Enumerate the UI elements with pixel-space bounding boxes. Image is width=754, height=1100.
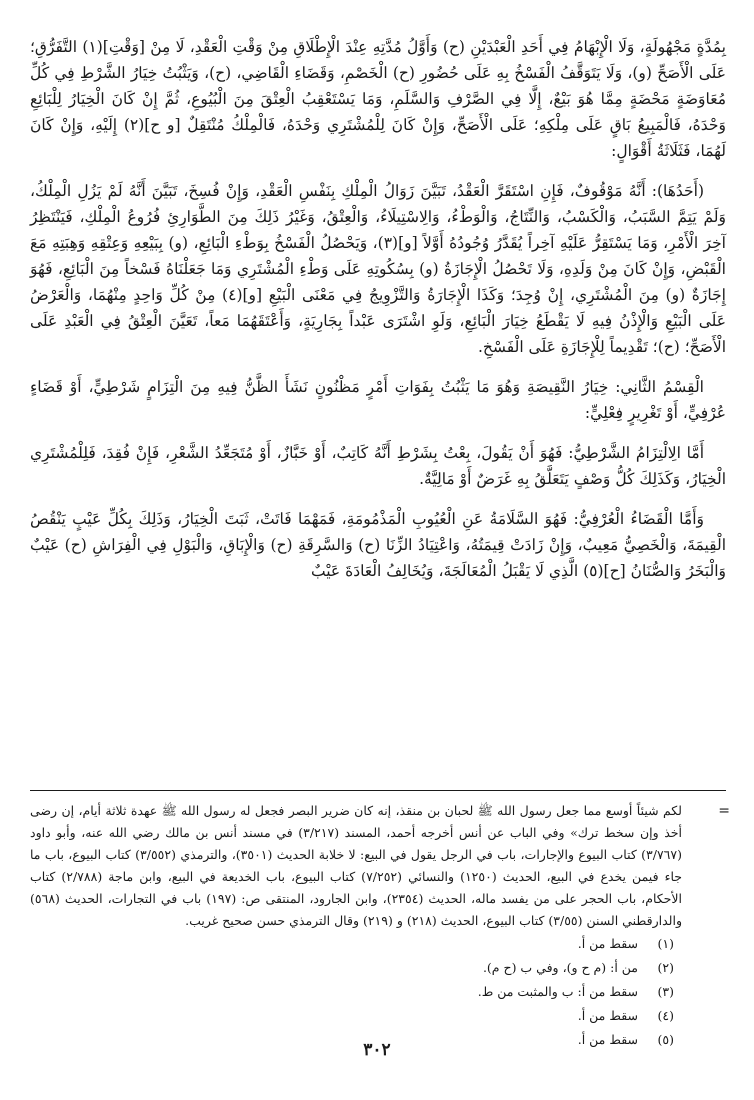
footnote-text: سقط من أ. <box>577 1008 638 1023</box>
footnote-number: (٣) <box>657 984 674 999</box>
footnote-text: سقط من أ. <box>577 1032 638 1047</box>
footnote-text: سقط من أ: ب والمثبت من ط. <box>477 984 638 999</box>
paragraph-2: (أَحَدُهَا): أَنَّهُ مَوْقُوفٌ، فَإِنِ اسْتَقَرَّ الْعَقْدُ، تَبَيَّنَ زَوَالُ الْمِلْكِ بِنَفْسِ الْعَقْدِ، وَإِنْ فُسِخَ، تَبَيَّنَ أَنَّهُ لَمْ يَزُلِ الْمِلْكُ، وَلَمْ يَتِمَّ السَّبَبُ، وَالْكَسْبُ، وَالنِّتَاجُ، وَالْوَطْءُ، وَالِاسْتِيلَاءُ، وَالْعِتْقُ، وَغَيْرُ ذَلِكَ مِنَ الطَّوَارِئِ فُرُوعُ الْمِلْكِ، فَيَنْتَظِرُ آخِرَ الْأَمْرِ، وَمَا يَسْتَقِرُّ عَلَيْهِ آخِراً يُقَدَّرُ وُجُودُهُ أَوَّلاً [و](٣)، وَيَحْصُلُ الْفَسْخُ بِوَطْءِ الْبَائِعِ، (و) بِبَيْعِهِ وَعِتْقِهِ وَهِبَتِهِ مَعَ الْقَبْضِ، وَإِنْ كَانَ مِنْ وَلَدِهِ، وَلَا تَحْصُلُ الْإِجَازَةُ (و) بِسُكُوتِهِ عَلَى وَطْءِ الْمُشْتَرِي وَمَا جَعَلْنَاهُ فَسْخاً مِنَ الْبَائِعِ، فَهُوَ إِجَازَةٌ (و) مِنَ الْمُشْتَرِي، إِنْ وُجِدَ؛ وَكَذَا الْإِجَارَةُ وَالتَّزْوِيجُ فِي مَعْنَى الْبَيْعِ [و](٤) مِنْ كُلِّ وَاحِدٍ مِنْهُمَا، وَالْعَرْضُ عَلَى الْبَيْعِ وَالْإِذْنُ فِيهِ لَا يَقْطَعُ خِيَارَ الْبَائِعِ، وَلَوِ اشْتَرَى عَبْداً بِجَارِيَةٍ، وَأَعْتَقَهُمَا مَعاً، تَعَيَّنَ الْعِتْقُ فِي الْعَبْدِ عَلَى الْأَصَحِّ؛ (ح)؛ تَقْدِيماً لِلْإِجَازَةِ عَلَى الْفَسْخِ. <box>30 182 726 356</box>
footnote-4 <box>30 1004 710 1028</box>
footnotes <box>30 800 730 1052</box>
footnote-separator <box>30 790 726 791</box>
page-number: ٣٠٢ <box>363 1040 391 1060</box>
main-text <box>30 34 726 598</box>
footnote-number: (٤) <box>657 1008 674 1023</box>
footnote-3 <box>30 980 710 1004</box>
footnote-text: سقط من أ. <box>577 936 638 951</box>
footnote-1 <box>30 932 710 956</box>
continuation-marker: = <box>718 803 730 819</box>
paragraph-1: بِمُدَّةٍ مَجْهُولَةٍ، وَلَا الْإِبْهَامُ فِي أَحَدِ الْعَبْدَيْنِ (ح) وَأَوَّلُ مُدَّتِهِ عِنْدَ الْإِطْلَاقِ مِنْ وَقْتِ الْعَقْدِ، لَا مِنْ [وَقْتِ](١) التَّفَرُّقِ؛ عَلَى الْأَصَحِّ (و)، وَلَا يَتَوَقَّفُ الْفَسْخُ بِهِ عَلَى حُضُورِ (ح) الْخَصْمِ، وَقَضَاءِ الْقَاضِي، (ح)، وَيَثْبُتُ خِيَارُ الشَّرْطِ فِي كُلِّ مُعَاوَضَةٍ مَحْضَةٍ مِمَّا هُوَ بَيْعٌ، إِلَّا فِي الصَّرْفِ وَالسَّلَمِ، وَمَا يَسْتَعْقِبُ الْعِتْقَ مِنَ الْبُيُوعِ، ثُمَّ إِنْ كَانَ الْخِيَارُ لِلْبَائِعِ وَحْدَهُ، فَالْمَبِيعُ بَاقٍ عَلَى مِلْكِهِ؛ عَلَى الْأَصَحِّ، وَإِنْ كَانَ لِلْمُشْتَرِي وَحْدَهُ، فَالْمِلْكُ مُنْتَقِلٌ [و ح](٢) إِلَيْهِ، وَإِنْ كَانَ لَهُمَا، فَثَلَاثَةُ أَقْوَالٍ: <box>30 38 726 160</box>
paragraph-5: وَأَمَّا الْقَضَاءُ الْعُرْفِيُّ: فَهُوَ السَّلَامَةُ عَنِ الْعُيُوبِ الْمَذْمُومَةِ، فَمَهْمَا فَاتَتْ، ثَبَتَ الْخِيَارُ، وَذَلِكَ بِكُلِّ عَيْبٍ يَنْقُصُ الْقِيمَةَ، وَالْخَصِيُّ مَعِيبٌ، وَإِنْ زَادَتْ قِيمَتُهُ، وَاعْتِيَادُ الزِّنَا (ح) وَالسَّرِقَةِ (ح) وَالْإِبَاقِ، وَالْبَوْلِ فِي الْفِرَاشِ (ح) عَيْبٌ وَالْبَخَرُ وَالصُّنَانُ [ح](٥) الَّذِي لَا يَقْبَلُ الْمُعَالَجَةَ، وَيُخَالِفُ الْعَادَةَ عَيْبٌ <box>30 510 726 580</box>
paragraph-4: أَمَّا الِالْتِزَامُ الشَّرْطِيُّ: فَهُوَ أَنْ يَقُولَ، بِعْتُ بِشَرْطِ أَنَّهُ كَاتِبٌ، أَوْ خَبَّازٌ، أَوْ مُتَجَعِّدُ الشَّعْرِ، فَإِنْ فُقِدَ، فَلِلْمُشْتَرِي الْخِيَارُ، وَكَذَلِكَ كُلُّ وَصْفٍ يَتَعَلَّقُ بِهِ غَرَضٌ أَوْ مَالِيَّةٌ. <box>30 444 726 488</box>
footnote-2 <box>30 956 710 980</box>
footnote-number: (١) <box>657 936 674 951</box>
paragraph-3: الْقِسْمُ الثَّانِي: خِيَارُ النَّقِيصَةِ وَهُوَ مَا يَثْبُتُ بِفَوَاتِ أَمْرٍ مَظْنُونٍ نَشَأَ الظَّنُّ فِيهِ مِنَ الْتِزَامٍ شَرْطِيٍّ، أَوْ قَضَاءٍ عُرْفِيٍّ، أَوْ تَغْرِيرٍ فِعْلِيٍّ: <box>30 378 726 422</box>
footnote-text: من أ: (م ح و)، وفي ب (ح م). <box>482 960 638 975</box>
footnote-continuation <box>30 800 730 932</box>
footnote-continuation-text: لكم شيئاً أوسع مما جعل رسول الله ﷺ لحبان بن منقذ، إنه كان ضرير البصر فجعل له رسول الله ﷺ عهدة ثلاثة أيام، إن رضى أخذ وإن سخط ترك» وفي الباب عن أنس أخرجه أحمد، المسند (٣/٢١٧) في مسند أنس بن مالك رضي الله عنه، وأبو داود (٣/٧٦٧) كتاب البيوع والإجارات، باب في الرجل يقول في البيع: لا خلابة الحديث (٣٥٠١)، والترمذي (٣/٥٥٢) كتاب البيوع، باب ما جاء فيمن يخدع في البيع، الحديث (١٢٥٠) والنسائي (٧/٢٥٢) كتاب البيوع، باب الخديعة في البيع، وابن ماجة (٢/٧٨٨) كتاب الأحكام، باب الحجر على من يفسد ماله، الحديث (٢٣٥٤)، وابن الجارود، المنتقى ص: (١٩٧) باب في التجارات، الحديث (٥٦٨) والدارقطني السنن (٣/٥٥) كتاب البيوع، الحديث (٢١٨) و (٢١٩) وقال الترمذي حسن صحيح غريب. <box>30 803 683 928</box>
footnote-number: (٥) <box>657 1032 674 1047</box>
footnote-number: (٢) <box>657 960 674 975</box>
